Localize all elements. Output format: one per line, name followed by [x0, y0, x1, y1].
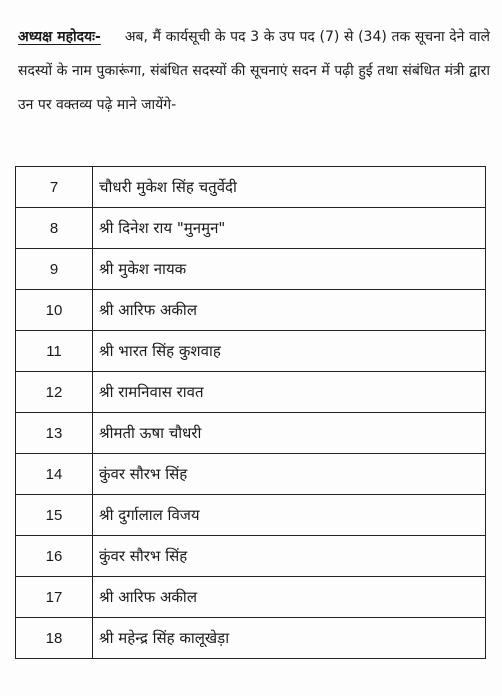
- item-number: 16: [16, 536, 93, 577]
- table-row: [16, 372, 486, 413]
- item-number: 17: [16, 577, 93, 618]
- table-row: [16, 331, 486, 372]
- item-number: 8: [16, 208, 93, 249]
- member-name: कुंवर सौरभ सिंह: [93, 454, 486, 495]
- member-name: श्री आरिफ अकील: [93, 577, 486, 618]
- item-number: 14: [16, 454, 93, 495]
- item-number: 15: [16, 495, 93, 536]
- member-name: श्रीमती ऊषा चौधरी: [93, 413, 486, 454]
- member-name: श्री रामनिवास रावत: [93, 372, 486, 413]
- item-number: 11: [16, 331, 93, 372]
- member-name: श्री दुर्गालाल विजय: [93, 495, 486, 536]
- item-number: 13: [16, 413, 93, 454]
- intro-text: अब, मैं कार्यसूची के पद 3 के उप पद (7) से (34) तक सूचना देने वाले सदस्यों के नाम पुकारूंगा, संबंधित सदस्यों की सूचनाएं सदन में पढ़ी हुई तथा संबंधित मंत्री द्वारा उन पर वक्तव्य पढ़े माने जायेंगे-: [18, 29, 491, 113]
- member-name: चौधरी मुकेश सिंह चतुर्वेदी: [93, 167, 486, 208]
- item-number: 18: [16, 618, 93, 659]
- table-row: [16, 577, 486, 618]
- member-name: श्री आरिफ अकील: [93, 290, 486, 331]
- table-row: [16, 290, 486, 331]
- table-row: [16, 413, 486, 454]
- speaker-label: अध्यक्ष महोदयः-: [18, 29, 101, 45]
- intro-paragraph: [18, 20, 490, 122]
- member-name: कुंवर सौरभ सिंह: [93, 536, 486, 577]
- member-name: श्री भारत सिंह कुशवाह: [93, 331, 486, 372]
- member-name: श्री महेन्द्र सिंह कालूखेड़ा: [93, 618, 486, 659]
- item-number: 7: [16, 167, 93, 208]
- table-row: [16, 618, 486, 659]
- members-table: [15, 166, 486, 659]
- item-number: 9: [16, 249, 93, 290]
- table-row: [16, 454, 486, 495]
- member-name: श्री दिनेश राय "मुनमुन": [93, 208, 486, 249]
- member-name: श्री मुकेश नायक: [93, 249, 486, 290]
- table-row: [16, 536, 486, 577]
- table-row: [16, 167, 486, 208]
- table-row: [16, 249, 486, 290]
- table-row: [16, 208, 486, 249]
- item-number: 12: [16, 372, 93, 413]
- item-number: 10: [16, 290, 93, 331]
- table-row: [16, 495, 486, 536]
